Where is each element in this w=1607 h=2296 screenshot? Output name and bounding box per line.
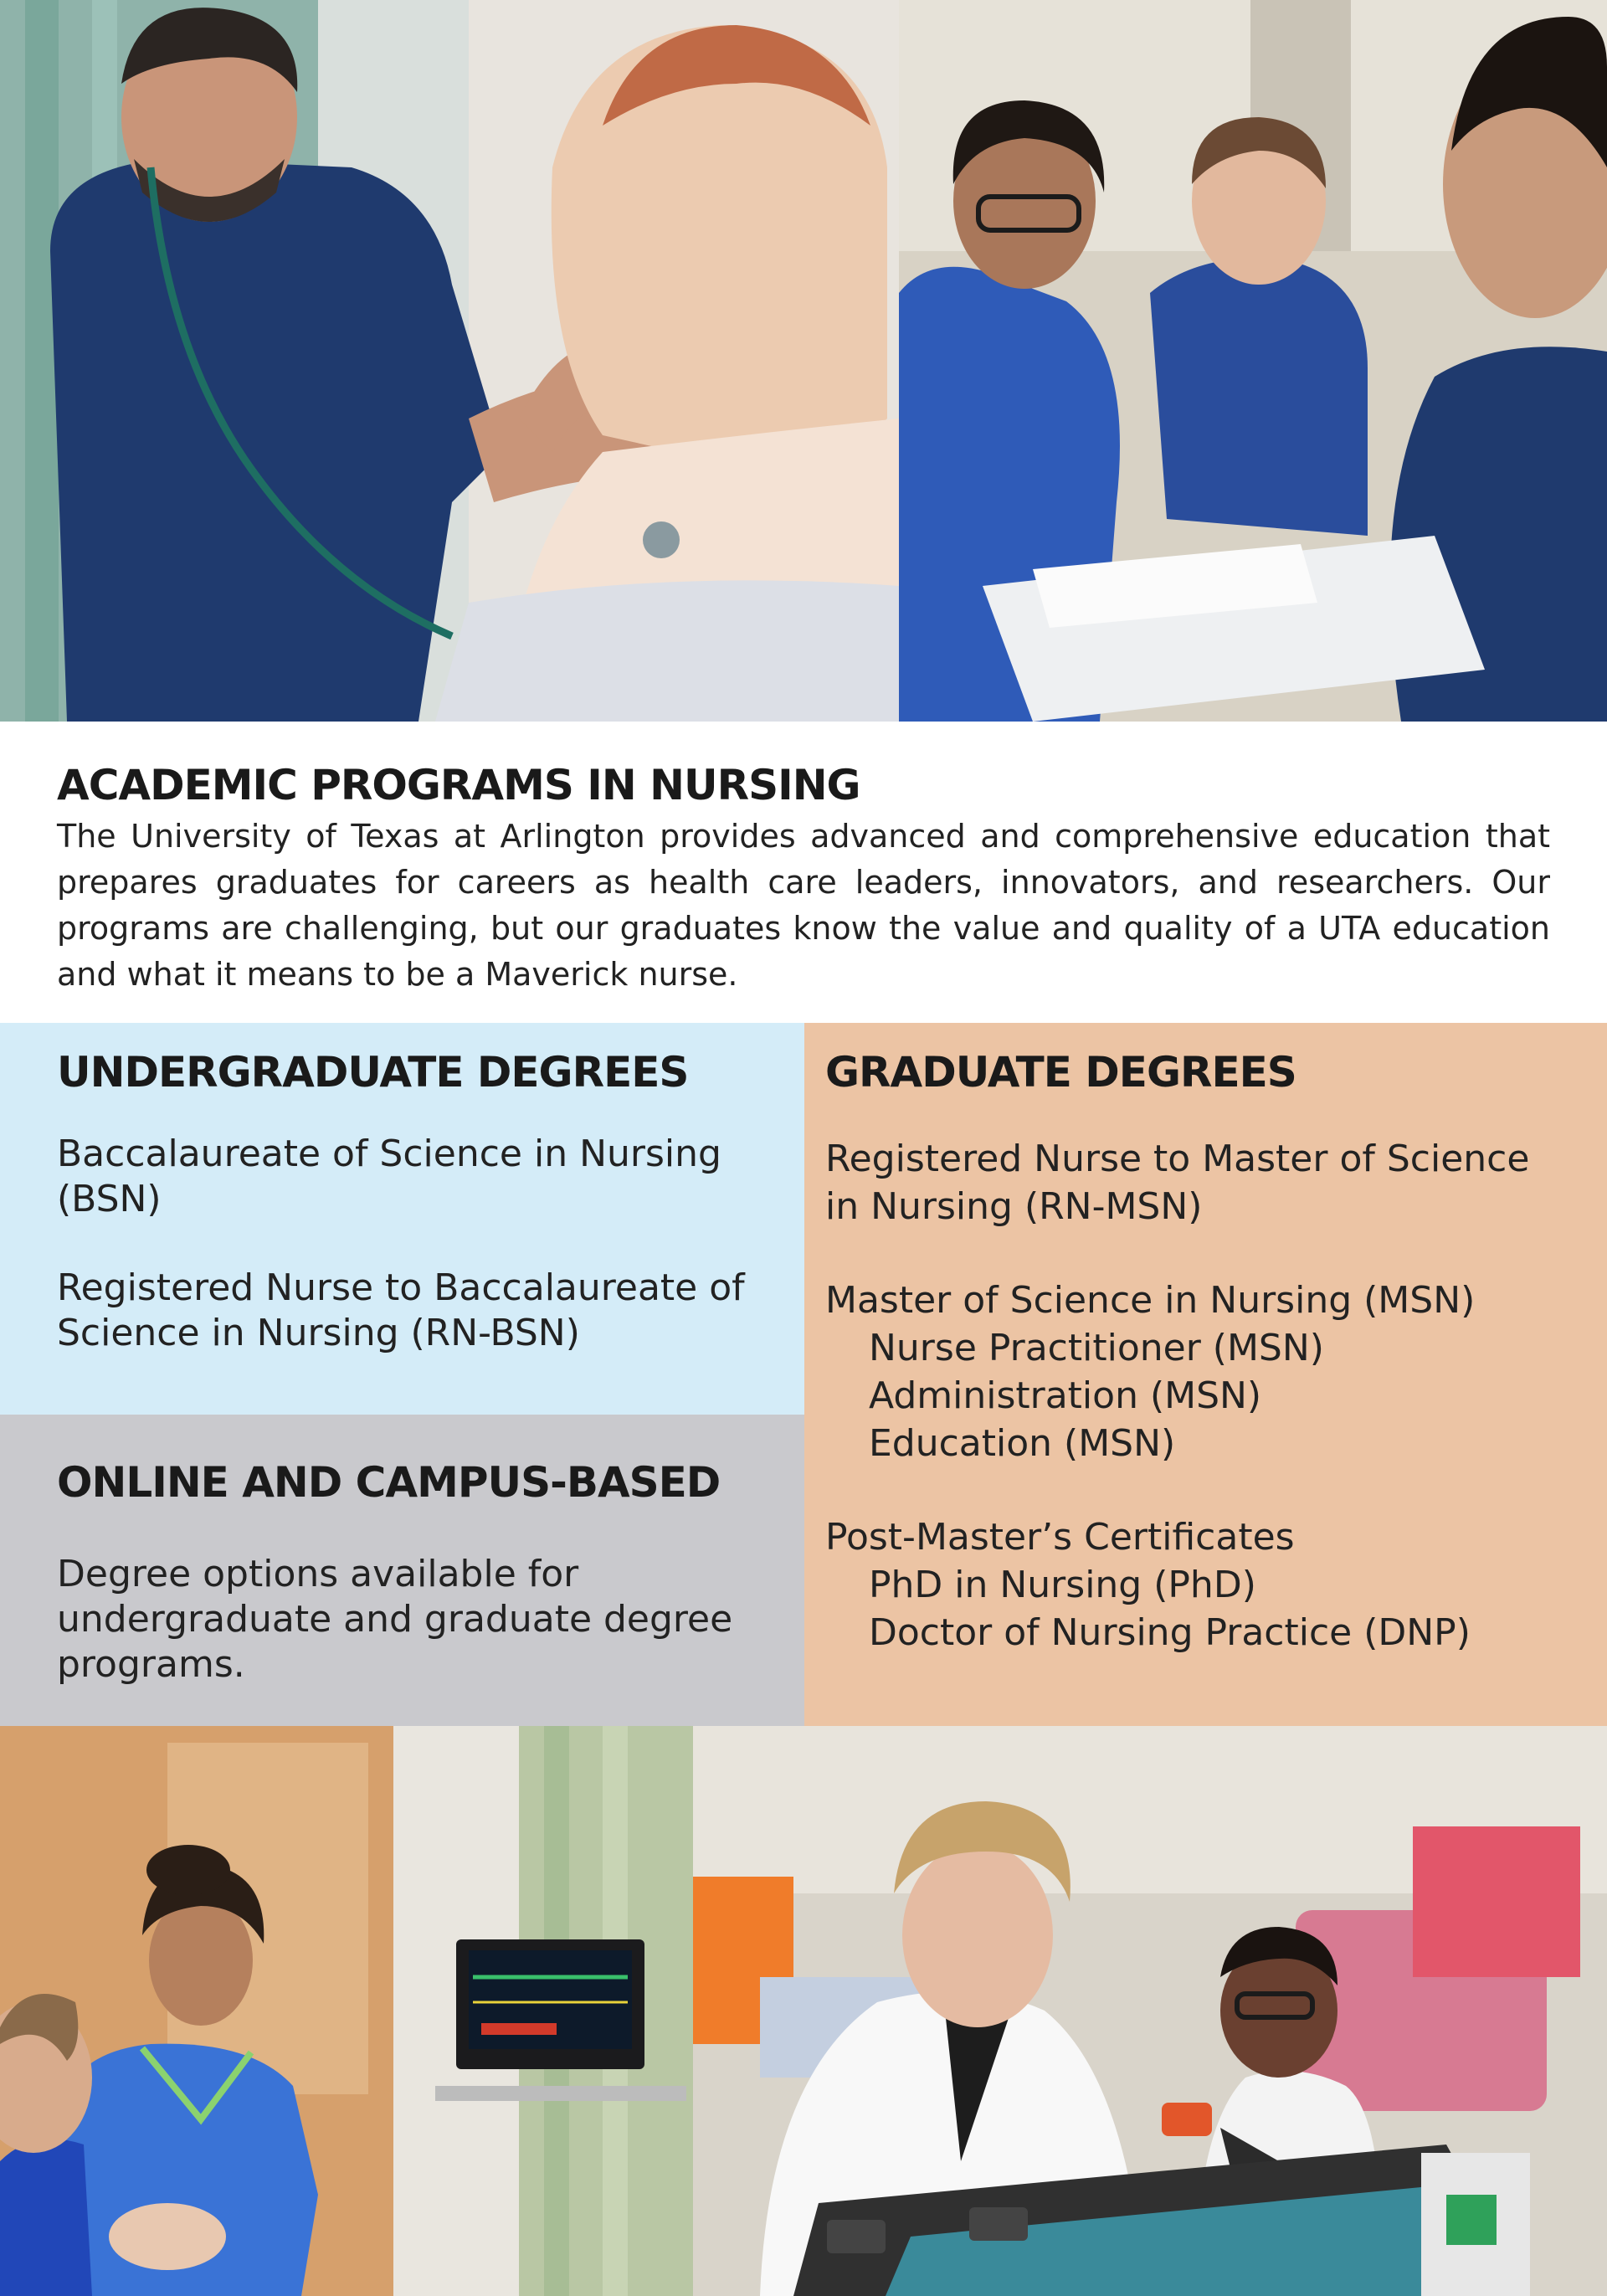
- photo-nurse-with-child: [693, 1726, 1607, 2296]
- msn-track-education: Education (MSN): [869, 1422, 1176, 1465]
- undergraduate-degrees-panel: [0, 1023, 804, 1415]
- intro-section: [57, 758, 1550, 998]
- grad-group-post-masters: [825, 1513, 1574, 1657]
- photo-nursing-students-studying: [899, 0, 1607, 722]
- online-description: Degree options available for undergraduate and graduate degree programs.: [57, 1553, 733, 1686]
- degree-rn-msn: Registered Nurse to Master of Science in Nursing (RN-MSN): [825, 1138, 1530, 1228]
- photo-nurse-simulation-room: [0, 1726, 693, 2296]
- graduate-degrees-panel: [804, 1023, 1607, 1726]
- degree-bsn: Baccalaureate of Science in Nursing (BSN): [57, 1133, 721, 1220]
- undergraduate-heading: UNDERGRADUATE DEGREES: [57, 1048, 689, 1097]
- grad-group-rn-msn: [825, 1135, 1574, 1230]
- degree-rn-bsn: Registered Nurse to Baccalaureate of Science in Nursing (RN-BSN): [57, 1266, 745, 1354]
- degree-phd: PhD in Nursing (PhD): [869, 1564, 1256, 1606]
- page-title: ACADEMIC PROGRAMS IN NURSING: [57, 761, 860, 809]
- msn-track-administration: Administration (MSN): [869, 1374, 1262, 1417]
- grad-group-msn: [825, 1276, 1574, 1467]
- online-campus-panel: [0, 1415, 804, 1726]
- msn-track-nurse-practitioner: Nurse Practitioner (MSN): [869, 1327, 1324, 1369]
- online-heading: ONLINE AND CAMPUS-BASED: [57, 1458, 721, 1507]
- degree-dnp: Doctor of Nursing Practice (DNP): [869, 1611, 1471, 1654]
- degree-msn: Master of Science in Nursing (MSN): [825, 1279, 1476, 1322]
- graduate-heading: GRADUATE DEGREES: [825, 1048, 1296, 1097]
- undergraduate-degree-list: [57, 1132, 771, 1356]
- photo-nurse-stethoscope-manikin: [0, 0, 899, 722]
- intro-paragraph: The University of Texas at Arlington provides advanced and comprehensive education that prepares graduates for careers as health care leaders, innovators, and researchers. Our programs are challenging, but our graduates know the value and quality of a UTA education and what it means to be a Maverick nurse.: [57, 818, 1550, 993]
- graduate-degree-list: [825, 1135, 1574, 1657]
- post-masters-certificates: Post-Master’s Certificates: [825, 1516, 1295, 1559]
